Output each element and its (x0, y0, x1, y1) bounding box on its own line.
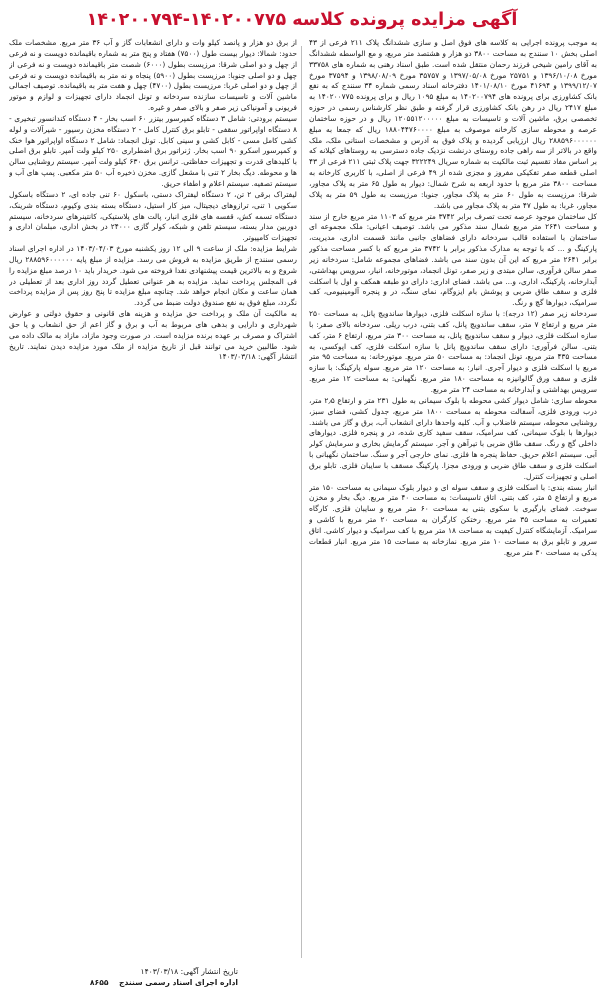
left-paragraph: لیفتراک برقی ۲ تن، ۲ دستگاه لیفتراک دستی، باسکول ۶۰ تنی جاده ای، ۲ دستگاه باسکول سکویی ۱ تنی، ترازوهای دیجیتال، میز کار استیل، دستگاه بسته بندی وکیوم، دستگاه شرینک، دستگاه تسمه کش، قفسه های فلزی انبار، پالت های پلاستیکی، کانتینرهای سردخانه، سیستم دوربین مدار بسته، سیستم تلفن و شبکه، کولر گازی ۲۴۰۰۰ در بخش اداری، مبلمان اداری و تجهیزات کامپیوتر. (9, 189, 297, 243)
left-paragraph: شرایط مزایده: ملک از ساعت ۹ الی ۱۲ روز یکشنبه مورخ ۱۴۰۳/۰۴/۰۳ در اداره اجرای اسناد رسمی سنندج از طریق مزایده به فروش می رسد. مزایده از مبلغ پایه ۲۸۸۵۹۶۰۰۰۰۰۰ ریال شروع و به بالاترین قیمت پیشنهادی نقدا فروخته می شود. خریدار باید ۱۰ درصد مبلغ مزایده را فی المجلس پرداخت نماید. مزایده به هر عنوانی تعطیل گردد روز اداری بعد از تعطیلی در همان ساعت و مکان انجام خواهد شد. چنانچه مبلغ مزایده تا پنج روز پس از مزایده پرداخت نگردد، مبلغ فوق به نفع صندوق دولت ضبط می گردد. (9, 244, 297, 308)
notice-code: ۸۶۵۵ (89, 978, 109, 987)
publish-date: تاریخ انتشار آگهی: ۱۴۰۳/۰۳/۱۸ (140, 967, 238, 976)
right-paragraph: سردخانه زیر صفر (۱۲ درجه): با سازه اسکلت فلزی، دیوارها ساندویچ پانل، به مساحت ۲۵۰ متر مربع و ارتفاع ۷ متر، سقف ساندویچ پانل، کف بتنی، درب ریلی. سردخانه بالای صفر: با سازه اسکلت فلزی، دیوار و سقف ساندویچ پانل، به مساحت ۳۰۰ متر مربع، ارتفاع ۶ متر، کف بتنی. سالن فرآوری: دارای سقف ساندویچ پانل با سازه اسکلت فلزی، کف اپوکسی، به مساحت ۴۳۵ متر مربع، تونل انجماد: به مساحت ۵۰ متر مربع. موتورخانه: به مساحت ۹۵ متر مربع با اسکلت فلزی و دیوار آجری. انبار: به مساحت ۱۲۰ متر مربع. سوله پارکینگ: با سازه فلزی و سقف ورق گالوانیزه به مساحت ۱۸۰ متر مربع. نگهبانی: به مساحت ۱۲ متر مربع. سرویس بهداشتی و آبدارخانه به مساحت ۲۴ متر مربع. (309, 309, 597, 394)
left-paragraph: سیستم برودتی: شامل ۳ دستگاه کمپرسور بیتزر ۶۰ اسب بخار - ۴ دستگاه کندانسور تبخیری - ۸ دستگاه اواپراتور سقفی - تابلو برق کنترل کامل - ۲ دستگاه مخزن رسیور - شیرآلات و لوله کشی کامل مسی - کابل کشی و سینی کابل. تونل انجماد: شامل ۲ دستگاه اواپراتور هوا خنک و کمپرسور اسکرو ۹۰ اسب بخار. ژنراتور برق اضطراری ۲۵۰ کیلو ولت آمپر. تابلو برق اصلی با کلیدهای قدرت و تجهیزات حفاظتی. ترانس برق ۶۳۰ کیلو ولت آمپر. سیستم روشنایی سالن ها و محوطه. دیگ بخار ۲ تنی با مشعل گازی. مخزن ذخیره آب ۵۰ متر مکعبی. پمپ های آب و سیستم تصفیه. سیستم اعلام و اطفاء حریق. (9, 113, 297, 188)
notice-body (7, 38, 597, 978)
right-column (309, 38, 597, 978)
right-paragraph: به موجب پرونده اجرایی به کلاسه های فوق اصل و سازی ششدانگ پلاک ۲۱۱ فرعی از ۴۳ اصلی بخش ۱۰ سنندج به مساحت ۳۸۰۰ دو هزار و هشتصد متر مربع، و مع الواسطه ششدانگ به آقای رامین شیخی فرزند رحمان منتقل شده است. طبق اسناد رهنی به شماره های ۳۳۷۵۸ مورخ ۱۳۹۶/۱۰/۰۸ و ۲۵۷۵۱ مورخ ۱۳۹۷/۰۵/۰۸ و ۳۵۷۵۷ مورخ ۱۳۹۸/۰۸/۰۹ و ۳۷۵۹۴ مورخ ۱۳۹۹/۱۲/۰۷ و ۴۱۶۹۴ مورخ ۱۴۰۱/۰۸/۱۰ دفترخانه اسناد رسمی شماره ۳۴ سنندج که به نفع بانک کشاورزی برای پرونده های ۱۴۰۲۰۰۷۹۴ به مبلغ ۱۰۹۵ ریال و برای پرونده ۱۴۰۲۰۰۷۷۵ به مبلغ ۲۴۱۷ ریال در رهن بانک کشاورزی قرار گرفته و طبق نظر کارشناس رسمی در حوزه تخصصی برق، ماشین آلات و تاسیسات به مبلغ ۱۲۰۵۵۱۲۰۰۰۰۰ ریال و در حوزه ساختمان عرصه و محوطه سازی کارخانه موصوف به مبلغ ۱۸۸۰۴۴۷۶۰۰۰۰ ریال که جمعا به مبلغ ۲۸۸۵۹۶۰۰۰۰۰۰ ریال ارزیابی گردیده و پلاک فوق به آدرس و مشخصات استانی ملک، ملک واقع در بالاتر از سه راهی جاده روستای درنشت نزدیک جاده دسترسی به روستاهای کیلانه که بر اساس مفاد تقسیم ثبت مالکیت به شماره سریال ۳۲۲۲۴۹ جهت پلاک ثبتی ۲۱۱ فرعی از ۴۳ اصلی قطعه صفر تفکیکی مفروز و مجزی شده از ۴۹ فرعی از اصلی، با کاربری کارخانه به مساحت ۳۸۰۰ متر مربع با حدود اربعه به شرح شمال: دیوار به طول ۶۵ متر به پلاک مجاور، شرقا: مرزیست به طول ۶۰ متر به پلاک مجاور، جنوبا: مرزیست به طول ۵۹ متر به پلاک مجاور، غربا: به طول ۴۷ متر به پلاک مجاور می باشد. (309, 38, 597, 210)
right-paragraph: محوطه سازی: شامل دیوار کشی محوطه با بلوک سیمانی به طول ۲۳۱ متر و ارتفاع ۲٫۵ متر، درب ورودی فلزی، آسفالت محوطه به مساحت ۱۸۰۰ متر مربع، جدول کشی، فضای سبز، روشنایی محوطه، سیستم فاضلاب و آب. کلیه واحدها دارای انشعاب آب، برق و گاز می باشند. دیوارها با بلوک سیمانی، کف سرامیک، سقف سفید کاری شده، در و پنجره فلزی. دیوارهای داخلی گچ و رنگ. سقف طاق ضربی با تیرآهن و آجر. سیستم گرمایش بخاری و سرمایش کولر آبی. سیستم اعلام حریق. حفاظ پنجره ها فلزی. نمای خارجی آجر و سنگ. ساختمان نگهبانی با اسکلت فلزی و سقف طاق ضربی و ورودی مجزا. پارکینگ مسقف با سایبان فلزی. تابلو برق اصلی و تجهیزات کنترل. (309, 395, 597, 481)
notice-title-band (7, 4, 597, 36)
left-paragraph: از برق دو هزار و پانصد کیلو وات و دارای انشعابات گاز و آب ۳۶ متر مربع. مشخصات ملک حدود: شمالا: دیوار بیست طول (۷۵۰۰) هفتاد و پنج متر به شماره باقیمانده دویست و نه فرعی از چهل و دو اصلی شرقا: مرزیست بطول (۶۰۰۰) شصت متر باقیمانده دویست و نه فرعی از چهل و دو اصلی جنوبا: مرزیست بطول (۵۹۰۰) پنجاه و نه متر به باقیمانده دویست و نه فرعی از چهل و دو اصلی غربا: مرزیست بطول (۴۷۰۰) چهل و هفت متر به باقیمانده. توصیف اجمالی ماشین آلات و تاسیسات سازنده سردخانه و تونل انجماد دارای تجهیزات و لوازم و موتور فریونی و آمونیاکی زیر صفر و بالای صفر و غیره. (9, 38, 297, 113)
agency-signature (8, 977, 238, 988)
notice-footer (8, 966, 238, 988)
agency-name: اداره اجرای اسناد رسمی سنندج (119, 978, 238, 987)
notice-title: آگهی مزایده پرونده کلاسه ۱۴۰۲۰۰۷۷۵-۱۴۰۲۰۰۷۹۴ (86, 10, 518, 30)
column-divider (301, 46, 302, 958)
left-paragraph: به مالکیت آن ملک و پرداخت حق مزایده و هزینه های قانونی و حقوق دولتی و عوارض شهرداری و دارایی و بدهی های مربوط به آب و برق و گاز اعم از حق انشعاب و یا حق اشتراک و مصرف بر عهده برنده مزایده است. در صورت وجود مازاد، مازاد به مالک داده می شود. طالبین خرید می توانند قبل از تاریخ مزایده از ملک مورد مزایده دیدن نمایند. تاریخ انتشار آگهی: ۱۴۰۳/۰۳/۱۸ (9, 309, 297, 362)
right-paragraph: کل ساختمان موجود عرصه تحت تصرف برابر ۳۷۴۲ متر مربع که ۱۱۰۳ متر مربع خارج از سند و مساحت ۲۶۴۱ متر مربع شمال سند مذکور می باشد. توصیف اعیانی: ملک مجموعه ای ساختمان با استفاده قالب سردخانه دارای فضاهای جانبی مانند قسمت اداری، مدیریت، پارکینگ و ... که با توجه به مدارک مذکور برابر با ۳۷۴۲ متر مربع که با کسر مساحت مذکور برابر ۲۶۴۱ متر مربع که این آن بدون سند می باشد. فضاهای مجموعه شامل: سردخانه زیر صفر سالن فرآوری، سالن مبتدی و زیر صفر، تونل انجماد، موتورخانه، انبار، سرویس بهداشتی، آبدارخانه، پارکینگ، اداری، و... می باشد. فضای اداری: دارای دو طبقه همکف و اول با اسکلت فلزی و سقف طاق ضربی و پوشش بام ایزوگام، نمای سنگ، در و پنجره آلومینیومی، کف سرامیک، دیوارها گچ و رنگ. (309, 211, 597, 308)
right-paragraph: انبار بسته بندی: با اسکلت فلزی و سقف سوله ای و دیوار بلوک سیمانی به مساحت ۱۵۰ متر مربع و ارتفاع ۵ متر، کف بتنی. اتاق تاسیسات: به مساحت ۴۰ متر مربع. دیگ بخار و مخزن سوخت. فضای بارگیری با سکوی بتنی به مساحت ۶۰ متر مربع و سایبان فلزی. کارگاه تعمیرات به مساحت ۳۵ متر مربع. رختکن کارگران به مساحت ۲۰ متر مربع با کاشی و سرامیک. آزمایشگاه کنترل کیفیت به مساحت ۱۸ متر مربع با کف سرامیک و دیوار کاشی. اتاق سرور و تابلو برق به مساحت ۱۰ متر مربع. نمازخانه به مساحت ۱۵ متر مربع. انبار قطعات یدکی به مساحت ۳۰ متر مربع. (309, 482, 597, 557)
left-column (9, 38, 297, 978)
